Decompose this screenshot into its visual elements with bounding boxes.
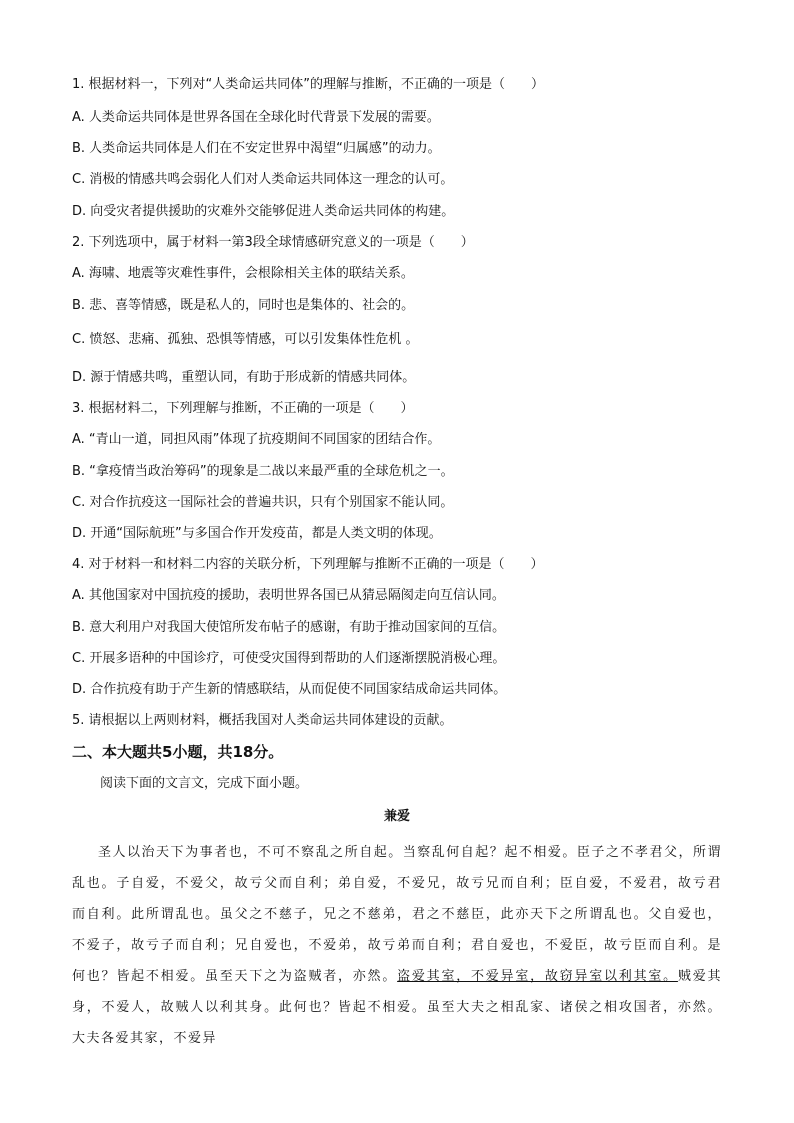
section-title: 二、本大题共5小题，共18分。 (72, 743, 284, 761)
question-1-option-d: D. 向受灾者提供援助的灾难外交能够促进人类命运共同体的构建。 (72, 204, 455, 219)
question-1-option-b: B. 人类命运共同体是人们在不安定世界中渴望“归属感”的动力。 (72, 141, 441, 156)
question-4-option-d: D. 合作抗疫有助于产生新的情感联结，从而促使不同国家结成命运共同体。 (72, 682, 507, 697)
passage-title: 兼爱 (383, 809, 410, 824)
question-4-option-c: C. 开展多语种的中国诊疗，可使受灾国得到帮助的人们逐渐摆脱消极心理。 (72, 651, 506, 666)
passage-text-after: 贼爱其身，不爱人，故贼人以利其身。此何也？皆起不相爱。虽至大夫之相乱家、诸侯之相攻国者，亦然。大夫各爱其家，不爱异 (72, 969, 722, 1046)
passage-text-before: 圣人以治天下为事者也，不可不察乱之所自起。当察乱何自起？起不相爱。臣子之不孝君父，所谓乱也。子自爱，不爱父，故亏父而自利；弟自爱，不爱兄，故亏兄而自利；臣自爱，不爱君，故亏君而自利。此所谓乱也。虽父之不慈子，兄之不慈弟，君之不慈臣，此亦天下之所谓乱也。父自爱也，不爱子，故亏子而自利；兄自爱也，不爱弟，故亏弟而自利；君自爱也，不爱臣，故亏臣而自利。是何也？皆起不相爱。虽至天下之为盗贼者，亦然。 (72, 845, 722, 984)
question-3-option-c: C. 对合作抗疫这一国际社会的普遍共识，只有个别国家不能认同。 (72, 495, 454, 510)
question-5-stem: 5. 请根据以上两则材料，概括我国对人类命运共同体建设的贡献。 (72, 713, 453, 728)
question-3-option-b: B. “拿疫情当政治筹码”的现象是二战以来最严重的全球危机之一。 (72, 464, 454, 479)
question-3-option-a: A. “青山一道，同担风雨”体现了抗疫期间不同国家的团结合作。 (72, 432, 441, 447)
question-2-option-d: D. 源于情感共鸣，重塑认同，有助于形成新的情感共同体。 (72, 370, 416, 385)
question-2-option-c: C. 愤怒、悲痛、孤独、恐惧等情感，可以引发集体性危机 。 (72, 332, 419, 347)
question-4-stem: 4. 对于材料一和材料二内容的关联分析，下列理解与推断不正确的一项是（ ） (72, 557, 544, 572)
question-1-stem: 1. 根据材料一，下列对“人类命运共同体”的理解与推断，不正确的一项是（ ） (72, 77, 545, 92)
question-3-option-d: D. 开通“国际航班”与多国合作开发疫苗，都是人类文明的体现。 (72, 526, 442, 541)
question-2-option-b: B. 悲、喜等情感，既是私人的，同时也是集体的、社会的。 (72, 298, 415, 313)
section-instruction: 阅读下面的文言文，完成下面小题。 (100, 776, 309, 791)
question-4-option-b: B. 意大利用户对我国大使馆所发布帖子的感谢，有助于推动国家间的互信。 (72, 620, 506, 635)
question-2-stem: 2. 下列选项中，属于材料一第3段全球情感研究意义的一项是（ ） (72, 235, 474, 250)
classical-passage (72, 837, 722, 1054)
passage-underlined-sentence: 盗爱其室，不爱异室，故窃异室以利其室。 (397, 969, 678, 984)
question-1-option-c: C. 消极的情感共鸣会弱化人们对人类命运共同体这一理念的认可。 (72, 172, 454, 187)
question-4-option-a: A. 其他国家对中国抗疫的援助，表明世界各国已从猜忌隔阂走向互信认同。 (72, 588, 505, 603)
question-2-option-a: A. 海啸、地震等灾难性事件，会根除相关主体的联结关系。 (72, 266, 414, 281)
question-3-stem: 3. 根据材料二，下列理解与推断，不正确的一项是（ ） (72, 401, 414, 416)
question-1-option-a: A. 人类命运共同体是世界各国在全球化时代背景下发展的需要。 (72, 110, 440, 125)
